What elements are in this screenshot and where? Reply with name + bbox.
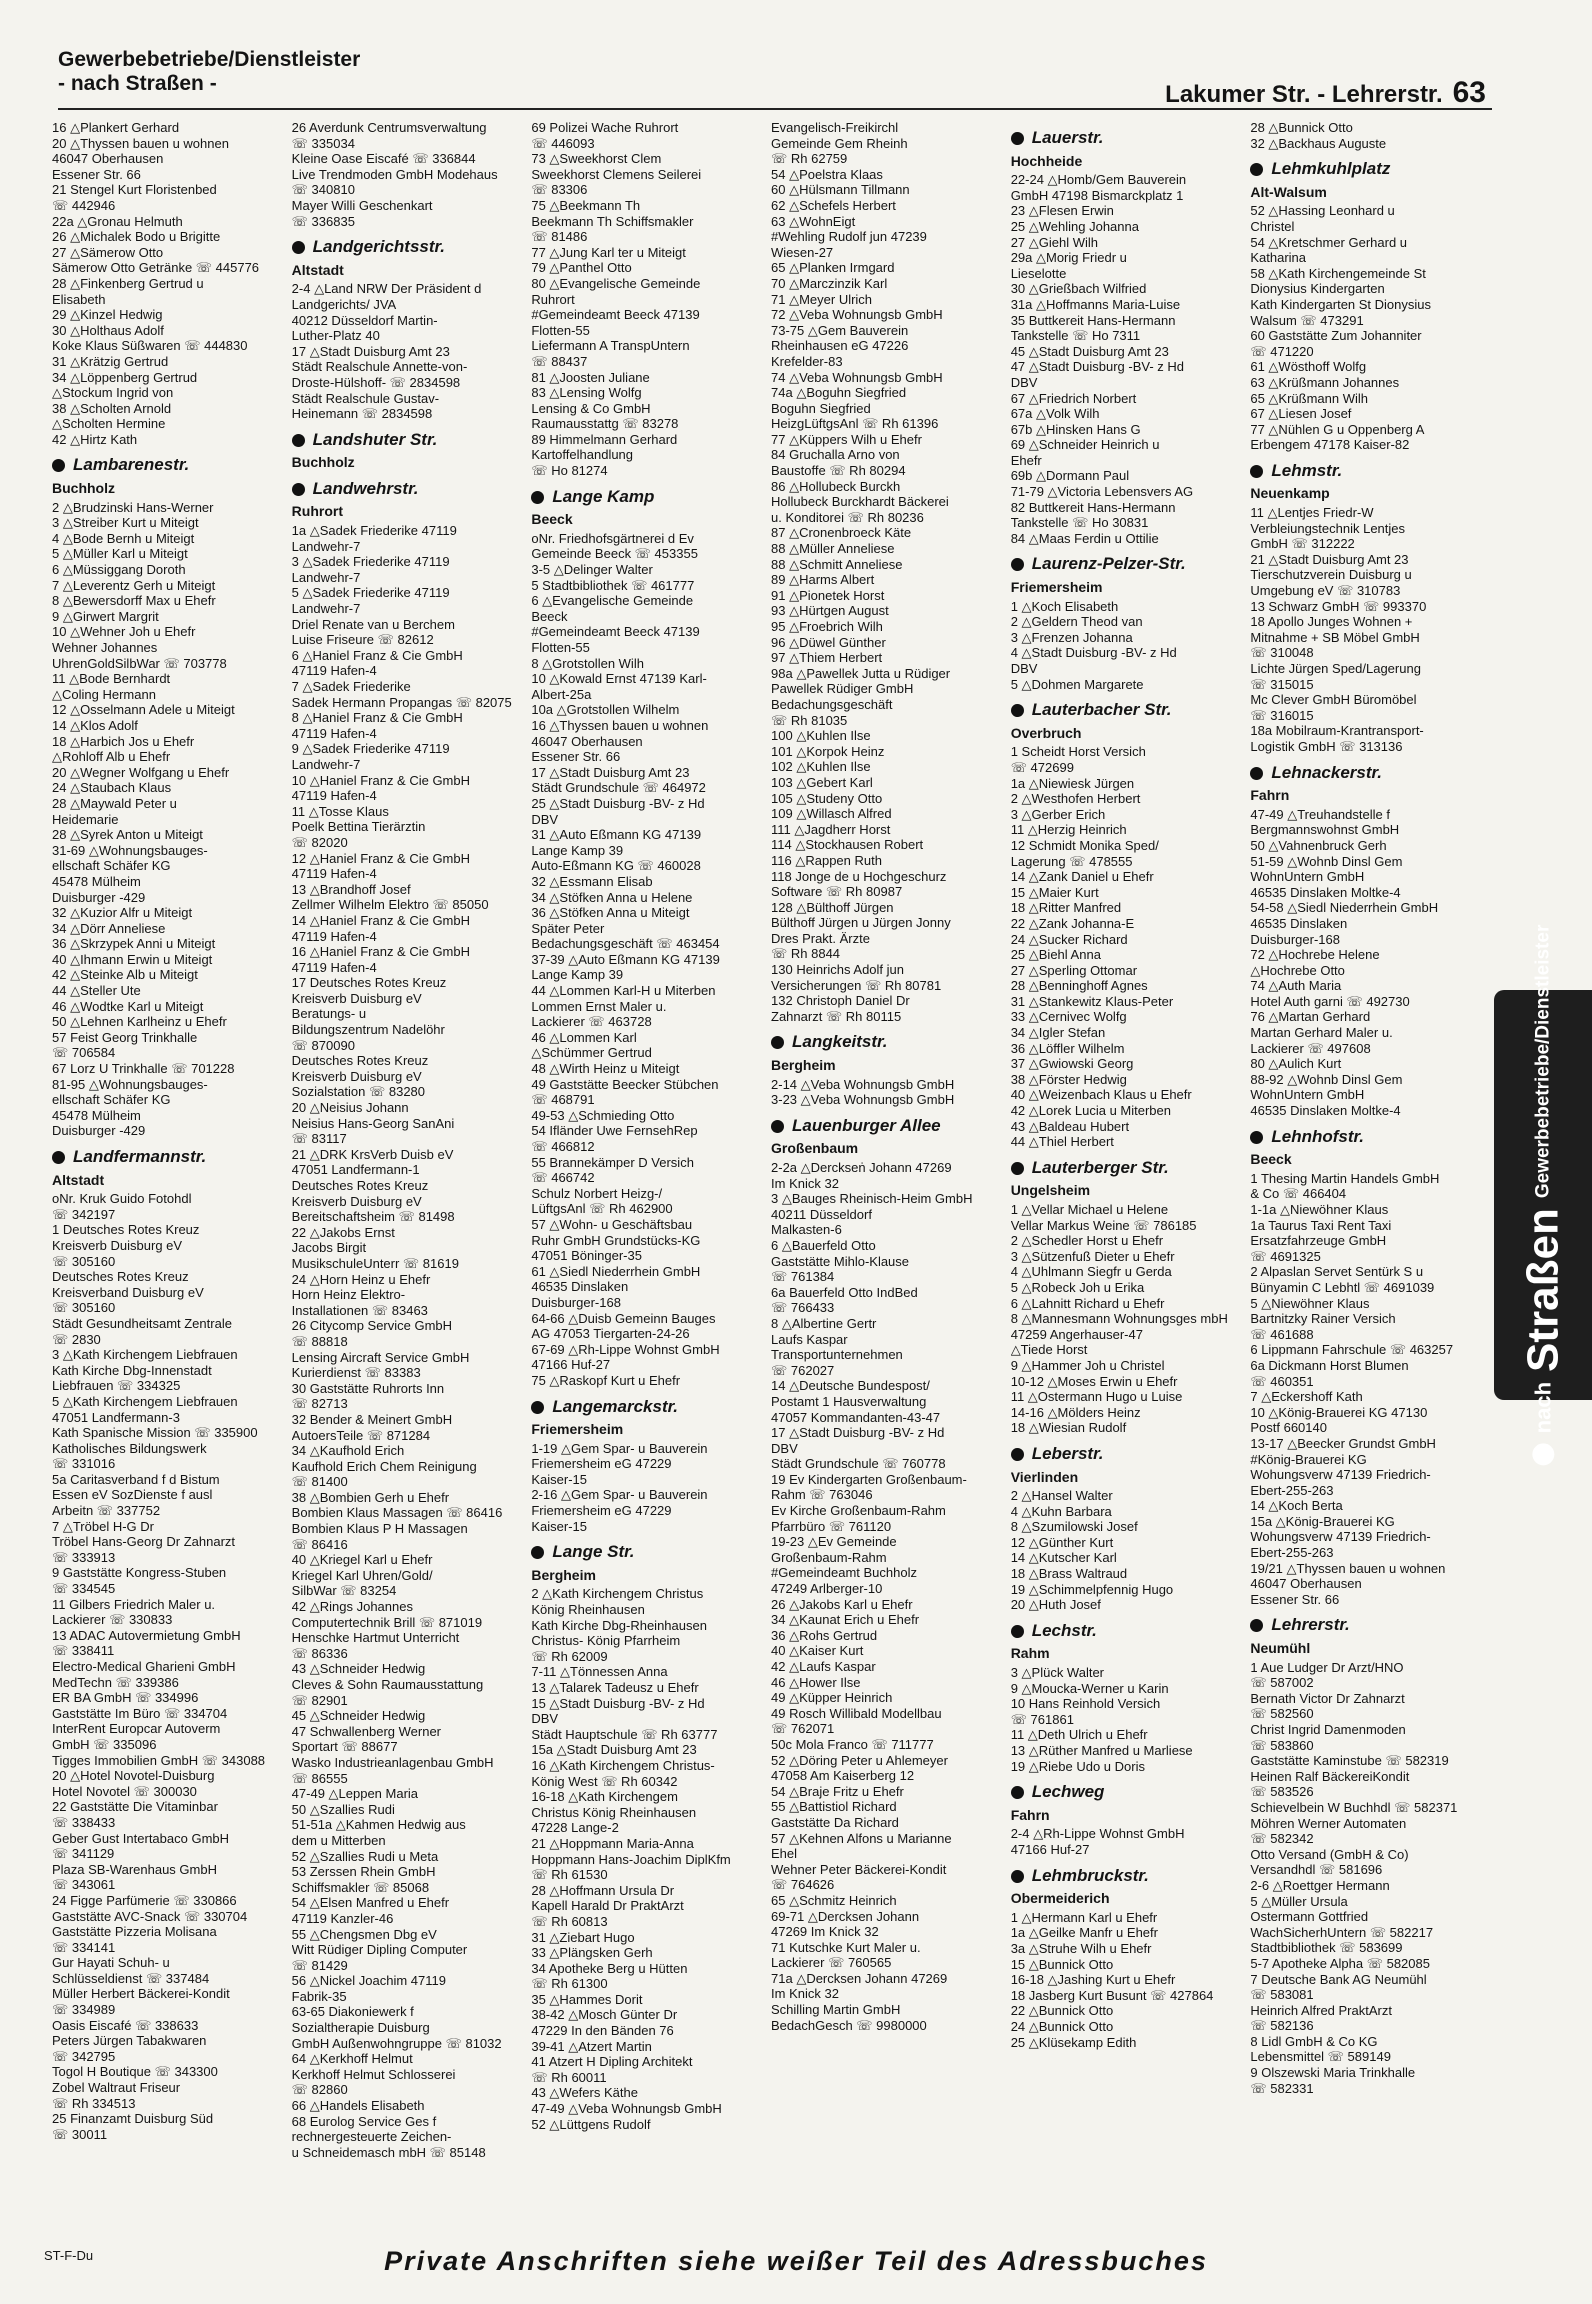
district-label: Friemersheim: [531, 1421, 624, 1438]
street-name: Laurenz-Pelzer-Str.: [1031, 554, 1186, 574]
address-entries: 26 Averdunk Centrumsverwaltung ☏ 335034 Kleine Oase Eiscafé ☏ 336844 Live Trendmoden GmbH Modehaus ☏ 340810 Mayer Willi Geschenkart ☏ 336835: [291, 120, 498, 229]
address-entries: 16 △Plankert Gerhard 20 △Thyssen bauen u wohnen 46047 Oberhausen Essener Str. 66 21 Stengel Kurt Floristenbed ☏ 442946 22a △Gronau Helmuth 26 △Michalek Bodo u Brigitte 27 △Sämerow Otto Sämerow Otto Getränke ☏ 445776 28 △Finkenberg Gertrud u Elisabeth 29 △Kinzel Hedwig 30 △Holthaus Adolf Koke Klaus Süßwaren ☏ 444830 31 △Krätzig Gertrud 34 △Löppenberg Gertrud △Stockum Ingrid von 38 △Scholten Arnold △Scholten Hermine 42 △Hirtz Kath: [52, 120, 260, 447]
address-entries: 22-24 △Homb/Gem Bauverein GmbH 47198 Bismarckplatz 1 23 △Flesen Erwin 25 △Wehling Johanna 27 △Giehl Wilh 29a △Morig Friedr u Lieselotte 30 △Grießbach Wilfried 31a △Hoffmanns Maria-Luise 35 Buttkereit Hans-Hermann Tankstelle ☏ Ho 7311 45 △Stadt Duisburg Amt 23 47 △Stadt Duisburg -BV- z Hd DBV 67 △Friedrich Norbert 67a △Volk Wilh 67b △Hinsken Hans G 69 △Schneider Heinrich u Ehefr 69b △Dormann Paul 71-79 △Victoria Lebensvers AG 82 Buttkereit Hans-Hermann Tankstelle ☏ Ho 30831 84 △Maas Ferdin u Ottilie: [1010, 172, 1194, 546]
street-name: Langkeitstr.: [792, 1032, 888, 1052]
directory-column: [292, 120, 524, 2245]
street-name: Landgerichtsstr.: [312, 237, 445, 257]
address-entries: 2 △Brudzinski Hans-Werner 3 △Streiber Kurt u Miteigt 4 △Bode Bernh u Miteigt 5 △Müller Karl u Miteigt 6 △Müssiggang Doroth 7 △Leverentz Gerh u Miteigt 8 △Bewersdorff Max u Ehefr 9 △Girwert Margrit 10 △Wehner Joh u Ehefr Wehner Johannes UhrenGoldSilbWar ☏ 703778 11 △Bode Bernhardt △Coling Hermann 12 △Ossel​mann Adele u Miteigt 14 △Klos Adolf 18 △Harbich Jos u Ehefr △Rohloff Alb u Ehefr 20 △Wegner Wolfgang u Ehefr 24 △Staubach Klaus 28 △Maywald Peter u Heidemarie 28 △Syrek Anton u Miteigt 31-69 △Wohnungsbauges- ellschaft Schäfer KG 45478 Mülheim Duisburger -429 32 △Kuzior Alfr u Miteigt 34 △Dörr Anneliese 36 △Skrzypek Anni u Miteigt 40 △Ihmann Erwin u Miteigt 42 △Steinke Alb u Miteigt 44 △Steller Ute 46 △Wodtke Karl u Miteigt 50 △Lehnen Karlheinz u Ehefr 57 Feist Georg Trinkhalle ☏ 706584 67 Lorz U Trinkhalle ☏ 701228 81-95 △Wohnungsbauges- ellschaft Schäfer KG 45478 Mülheim Duisburger -429: [52, 499, 235, 1139]
district-label: Buchholz: [291, 454, 355, 471]
side-tab: [1494, 924, 1592, 1434]
bullet-icon: [531, 1401, 544, 1414]
district-label: Ruhrort: [291, 503, 343, 520]
bullet-icon: [1532, 1443, 1554, 1465]
bullet-icon: [1011, 1448, 1024, 1461]
street-name: Lambarenestr.: [73, 455, 190, 475]
district-label: Altstadt: [291, 261, 344, 278]
bullet-icon: [771, 1036, 784, 1049]
street-heading: [1011, 556, 1243, 572]
district-label: Fahrn: [1250, 787, 1290, 804]
district-label: Friemersheim: [1010, 579, 1103, 596]
street-name: Landshuter Str.: [312, 429, 438, 449]
street-heading: [771, 1034, 1003, 1050]
bullet-icon: [771, 1120, 784, 1133]
street-name: Lehrerstr.: [1271, 1615, 1350, 1635]
directory-columns: [52, 120, 1482, 2245]
bullet-icon: [1011, 1870, 1024, 1883]
address-entries: 1-19 △Gem Spar- u Bauverein Friemersheim eG 47229 Kaiser-15 2-16 △Gem Spar- u Bauverein Friemersheim eG 47229 Kaiser-15: [531, 1440, 708, 1534]
street-name: Lauterberger Str.: [1031, 1157, 1169, 1177]
street-heading: [52, 1149, 284, 1165]
street-name: Lehmbruckstr.: [1031, 1865, 1149, 1885]
header-rule: [58, 108, 1492, 110]
page-header-right: [1165, 76, 1486, 110]
address-entries: 2-2a △Derckseṅ Johann 47269 Im Knick 32 3 △Bauges Rheinisch-Heim GmbH 40211 Düsseldorf Malkasten-6 6 △Bauerfeld Otto Gaststätte Mihlo-Klause ☏ 761384 6a Bauerfeld Otto IndBed ☏ 766433 8 △Albertine Gertr Laufs Kaspar Transportunternehmen ☏ 762027 14 △Deutsche Bundespost/ Postamt 1 Hausverwaltung 47057 Kommandanten-43-47 17 △Stadt Duisburg -BV- z Hd DBV Städt Grundschule ☏ 760778 19 Ev Kindergarten Großenbaum- Rahm ☏ 763046 Ev Kirche Großenbaum-Rahm Pfarrbüro ☏ 761120 19-23 △Ev Gemeinde Großenbaum-Rahm #Gemeindeamt Buchholz 47249 Arlberger-10 26 △Jakobs Karl u Ehefr 34 △Kaunat Erich u Ehefr 36 △Rohs Gertrud 40 △Kaiser Kurt 42 △Laufs Kaspar 46 △Hower Ilse 49 △Küpper Heinrich 49 Rosch Willibald Modellbau ☏ 762071 50c Mola Franco ☏ 711777 52 △Döring Peter u Ahlemeyer 47058 Am Kaiserberg 12 54 △Braje Fritz u Ehefr 55 △Battistiol Richard Gaststätte Da Richard 57 △Kehnen Alfons u Marianne Ehel Wehner Peter Bäckerei-Kondit ☏ 764626 65 △Schmitz Heinrich 69-71 △Dercksen Johann 47269 Im Knick 32 71 Kutschke Kurt Maler u. Lackierer ☏ 760565 71a △Dercksen Johann 47269 Im Knick 32 Schilling Martin GmbH BedachGesch ☏ 9980000: [771, 1160, 973, 2033]
address-entries: 1a △Sadek Friederike 47119 Landwehr-7 3 △Sadek Friederike 47119 Landwehr-7 5 △Sadek Friederike 47119 Landwehr-7 Driel Renate van u Berchem Luise Friseure ☏ 82612 6 △Haniel Franz & Cie GmbH 47119 Hafen-4 7 △Sadek Friederike Sadek Hermann Propangas ☏ 82075 8 △Haniel Franz & Cie GmbH 47119 Hafen-4 9 △Sadek Friederike 47119 Landwehr-7 10 △Haniel Franz & Cie GmbH 47119 Hafen-4 11 △Tosse Klaus Poelk Bettina Tierärztin ☏ 82020 12 △Haniel Franz & Cie GmbH 47119 Hafen-4 13 △Brandhoff Josef Zellmer Wilhelm Elektro ☏ 85050 14 △Haniel Franz & Cie GmbH 47119 Hafen-4 16 △Haniel Franz & Cie GmbH 47119 Hafen-4 17 Deutsches Rotes Kreuz Kreisverb Duisburg eV Beratungs- u Bildungszentrum Nadelöhr ☏ 870090 Deutsches Rotes Kreuz Kreisverb Duisburg eV Sozialstation ☏ 83280 20 △Neisius Johann Neisius Hans-Georg SanAni ☏ 83117 21 △DRK KrsVerb Duisb eV 47051 Landfermann-1 Deutsches Rotes Kreuz Kreisverb Duisburg eV Bereitschaftsheim ☏ 81498 22 △Jakobs Ernst Jacobs Birgit MusikschuleUnterr ☏ 81619 24 △Horn Heinz u Ehefr Horn Heinz Elektro- Installationen ☏ 83463 26 Citycomp Service GmbH ☏ 88818 Lensing Aircraft Service GmbH Kurierdienst ☏ 83383 30 Gaststätte Ruhrorts Inn ☏ 82713 32 Bender & Meinert GmbH AutoersTeile ☏ 871284 34 △Kaufhold Erich Kaufhold Erich Chem Reinigung ☏ 81400 38 △Bombien Gerh u Ehefr Bombien Klaus Massagen ☏ 86416 Bombien Klaus P H Massagen ☏ 86416 40 △Kriegel Karl u Ehefr Kriegel Karl Uhren/Gold/ SilbWar ☏ 83254 42 △Rings Johannes Computertechnik Brill ☏ 871019 Henschke Hartmut Unterricht ☏ 86336 43 △Schneider Hedwig Cleves & Sohn Raumausstattung ☏ 82901 45 △Schneider Hedwig 47 Schwallenberg Werner Sportart ☏ 88677 Wasko Industrieanlagenbau GmbH ☏ 86555 47-49 △Leppen Maria 50 △Szallies Rudi 51-51a △Kahmen Hedwig aus dem u Mitterben 52 △Szallies Rudi u Meta 53 Zerssen Rhein GmbH Schiffsmakler ☏ 85068 54 △Elsen Manfred u Ehefr 47119 Kanzler-46 55 △Chengsmen Dbg eV Witt Rüdiger Dipling Computer ☏ 81429 56 △Nickel Joachim 47119 Fabrik-35 63-65 Diakoniewerk f Sozialtherapie Duisburg GmbH Außenwohngruppe ☏ 81032 64 △Kerkhoff Helmut Kerkhoff Helmut Schlosserei ☏ 82860 66 △Handels Elisabeth 68 Eurolog Service Ges f rechnergesteuerte Zeichen- u Schneidemasch mbH ☏ 85148: [291, 523, 512, 2160]
street-name: Lehnhofstr.: [1271, 1126, 1364, 1146]
directory-column: [52, 120, 284, 2245]
side-tab-strassen: Straßen: [1518, 1208, 1567, 1372]
address-entries: 1 △Koch Elisabeth 2 △Geldern Theod van 3 △Frenzen Johanna 4 △Stadt Duisburg -BV- z Hd DBV 5 △Dohmen Margarete: [1010, 598, 1177, 692]
bullet-icon: [1011, 1162, 1024, 1175]
bullet-icon: [52, 1151, 65, 1164]
address-entries: 1 △Hermann Karl u Ehefr 1a △Geilke Manfr u Ehefr 3a △Struhe Wilh u Ehefr 15 △Bunnick Otto 16-18 △Jashing Kurt u Ehefr 18 Jasberg Kurt Busunt ☏ 427864 22 △Bunnick Otto 24 △Bunnick Otto 25 △Klüsekamp Edith: [1010, 1909, 1214, 2050]
district-label: Obermeiderich: [1010, 1890, 1110, 1907]
street-heading: [1011, 1784, 1243, 1800]
street-name: Lauerstr.: [1031, 128, 1104, 147]
bullet-icon: [1250, 767, 1263, 780]
street-heading: [1250, 1617, 1482, 1633]
address-entries: 1 Scheidt Horst Versich ☏ 472699 1a △Niewiesk Jürgen 2 △Westhofen Herbert 3 △Gerber Erich 11 △Herzig Heinrich 12 Schmidt Monika Sped/ Lagerung ☏ 478555 14 △Zank Daniel u Ehefr 15 △Maier Kurt 18 △Ritter Manfred 22 △Zank Johanna-E 24 △Sucker Richard 25 △Biehl Anna 27 △Sperling Ottomar 28 △Benninghoff Agnes 31 △Stankewitz Klaus-Peter 33 △Cernivec Wolfg 34 △Igler Stefan 36 △Löffler Wilhelm 37 △Gwiowski Georg 38 △Förster Hedwig 40 △Weizenbach Klaus u Ehefr 42 △Lorek Lucia u Miterben 43 △Baldeau Hubert 44 △Thiel Herbert: [1010, 744, 1192, 1150]
district-label: Hochheide: [1010, 152, 1083, 169]
street-heading: [771, 1115, 1003, 1135]
address-entries: 2 △Hansel Walter 4 △Kuhn Barbara 8 △Szumilowski Josef 12 △Günther Kurt 14 △Kutscher Karl 18 △Brass Waltraud 19 △Schimmelpfennig Hugo 20 △Huth Josef: [1010, 1488, 1174, 1613]
bullet-icon: [1250, 465, 1263, 478]
bullet-icon: [292, 434, 305, 447]
bullet-icon: [1011, 132, 1024, 145]
side-tab-nach: nach: [1530, 1381, 1555, 1434]
bullet-icon: [1011, 558, 1024, 571]
street-heading: [1011, 702, 1243, 718]
street-name: Lehmkuhlplatz: [1271, 159, 1391, 179]
street-name: Lauterbacher Str.: [1031, 700, 1172, 720]
bullet-icon: [1250, 163, 1263, 176]
bullet-icon: [1011, 1625, 1024, 1638]
directory-column: [1011, 120, 1243, 2245]
street-name: Langemarckstr.: [552, 1396, 679, 1416]
bullet-icon: [531, 491, 544, 504]
street-heading: [1250, 161, 1482, 177]
street-heading: [1011, 130, 1243, 146]
street-range: Lakumer Str. - Lehrerstr.: [1165, 81, 1443, 108]
street-heading: [531, 1544, 763, 1560]
section-title: [58, 48, 360, 96]
street-name: Lange Kamp: [552, 486, 655, 506]
bullet-icon: [52, 459, 65, 472]
district-label: Neumühl: [1250, 1640, 1311, 1657]
bullet-icon: [531, 1546, 544, 1559]
page-code: ST-F-Du: [44, 2248, 94, 2263]
bullet-icon: [1250, 1131, 1263, 1144]
address-entries: 2-14 △Veba Wohnungsb GmbH 3-23 △Veba Wohnungsb GmbH: [771, 1076, 955, 1108]
district-label: Neuenkamp: [1250, 485, 1330, 502]
district-label: Bergheim: [771, 1057, 836, 1074]
bullet-icon: [1011, 1786, 1024, 1799]
street-heading: [1011, 1157, 1243, 1177]
street-name: Leberstr.: [1031, 1443, 1104, 1463]
address-entries: 28 △Bunnick Otto 32 △Backhaus Auguste: [1250, 120, 1387, 151]
district-label: Beeck: [1250, 1151, 1292, 1168]
address-entries: oNr. Kruk Guido Fotohdl ☏ 342197 1 Deutsches Rotes Kreuz Kreisverb Duisburg eV ☏ 305160 Deutsches Rotes Kreuz Kreisverband Duisburg eV ☏ 305160 Städt Gesundheitsamt Zentrale ☏ 2830 3 △Kath Kirchengem Liebfrauen Kath Kirche Dbg-Innenstadt Liebfrauen ☏ 334325 5 △Kath Kirchengem Liebfrauen 47051 Landfermann-3 Kath Spanische Mission ☏ 335900 Katholisches Bildungswerk ☏ 331016 5a Caritasverband f d Bistum Essen eV SozDienste f ausl Arbeitn ☏ 337752 7 △Tröbel H-G Dr Tröbel Hans-Georg Dr Zahnarzt ☏ 333913 9 Gaststätte Kongress-Stuben ☏ 334545 11 Gilbers Friedrich Maler u. Lackierer ☏ 330833 13 ADAC Autovermietung GmbH ☏ 338411 Electro-Medical Gharieni GmbH MedTechn ☏ 339386 ER BA GmbH ☏ 334996 Gaststätte Im Büro ☏ 334704 InterRent Europcar Autoverm GmbH ☏ 335096 Tigges Immobilien GmbH ☏ 343088 20 △Hotel Novotel-Duisburg Hotel Novotel ☏ 300030 22 Gaststätte Die Vitaminbar ☏ 338433 Geber Gust Intertabaco GmbH ☏ 341129 Plaza SB-Warenhaus GmbH ☏ 343061 24 Figge Parfümerie ☏ 330866 Gaststätte AVC-Snack ☏ 330704 Gaststätte Pizzeria Molisana ☏ 334141 Gur Hayati Schuh- u Schlüsseldienst ☏ 337484 Müller Herbert Bäckerei-Kondit ☏ 334989 Oasis Eiscafé ☏ 338633 Peters Jürgen Tabakwaren ☏ 342795 Togol H Boutique ☏ 343300 Zobel Waltraut Friseur ☏ Rh 334513 25 Finanzamt Duisburg Süd ☏ 30011: [52, 1191, 266, 2142]
district-label: Ungelsheim: [1010, 1182, 1091, 1199]
address-entries: 52 △Hassing Leonhard u Christel 54 △Kretschmer Gerhard u Katharina 58 △Kath Kirchengemeinde St Dionysius Kindergarten Kath Kindergarten St Dionysius Walsum ☏ 473291 60 Gaststätte Zum Johanniter ☏ 471220 61 △Wösthoff Wolfg 63 △Krüßmann Johannes 65 △Krüßmann Wilh 67 △Liesen Josef 77 △Nühlen G u Oppenberg A Erbengem 47178 Kaiser-82: [1250, 203, 1432, 453]
directory-column: [531, 120, 763, 2245]
address-entries: Evangelisch-Freikirchl Gemeinde Gem Rheinh ☏ Rh 62759 54 △Poelstra Klaas 60 △Hülsmann Tillmann 62 △Schefels Herbert 63 △WohnEigt #Wehling Rudolf jun 47239 Wiesen-27 65 △Planken Irmgard 70 △Marczinzik Karl 71 △Meyer Ulrich 72 △Veba Wohnungsb GmbH 73-75 △Gem Bauverein Rheinhausen eG 47226 Krefelder-83 74 △Veba Wohnungsb GmbH 74a △Boguhn Siegfried Boguhn Siegfried HeizgLüftgsAnl ☏ Rh 61396 77 △Küppers Wilh u Ehefr 84 Gruchalla Arno von Baustoffe ☏ Rh 80294 86 △Hollubeck Burckh Hollubeck Burckhardt Bäckerei u. Konditorei ☏ Rh 80236 87 △Cronenbroeck Käte 88 △Müller Anneliese 88 △Schmitt Anneliese 89 △Harms Albert 91 △Pionetek Horst 93 △Hürtgen August 95 △Froebrich Wilh 96 △Düwel Günther 97 △Thiem Herbert 98a △Pawellek Jutta u Rüdiger Pawellek Rüdiger GmbH Bedachungsgeschäft ☏ Rh 81035 100 △Kuhlen Ilse 101 △Korpok Heinz 102 △Kuhlen Ilse 103 △Gebert Karl 105 △Studeny Otto 109 △Willasch Alfred 111 △Jagdherr Horst 114 △Stockhausen Robert 116 △Rappen Ruth 118 Jonge de u Hochgeschurz Software ☏ Rh 80987 128 △Bülthoff Jürgen Bülthoff Jürgen u Jürgen Jonny Dres Prakt. Ärzte ☏ Rh 8844 130 Heinrichs Adolf jun Versicherungen ☏ Rh 80781 132 Christoph Daniel Dr Zahnarzt ☏ Rh 80115: [771, 120, 951, 1024]
street-heading: [292, 239, 524, 255]
address-entries: 1 Thesing Martin Handels GmbH & Co ☏ 466404 1-1a △Niewöhner Klaus 1a Taurus Taxi Rent Taxi Ersatzfahrzeuge GmbH ☏ 4691325 2 Alpaslan Servet Sentürk S u Bünyamin C Lebhtl ☏ 4691039 5 △Niewöhner Klaus Bartnitzky Rainer Versich ☏ 461688 6 Lippmann Fahrschule ☏ 463257 6a Dickmann Horst Blumen ☏ 460351 7 △Eckershoff Kath 10 △König-Brauerei KG 47130 Postf 660140 13-17 △Beecker Grundst GmbH #König-Brauerei KG Wohungsverw 47139 Friedrich- Ebert-255-263 14 △Koch Berta 15a △König-Brauerei KG Wohungsverw 47139 Friedrich- Ebert-255-263 19/21 △Thyssen bauen u wohnen 46047 Oberhausen Essener Str. 66: [1250, 1170, 1454, 1607]
bullet-icon: [292, 241, 305, 254]
district-label: Alt-Walsum: [1250, 183, 1327, 200]
district-label: Beeck: [531, 511, 573, 528]
street-heading: [1250, 460, 1482, 480]
side-tab-category: Gewerbebetriebe/Dienstleister: [1532, 924, 1553, 1199]
district-label: Overbruch: [1010, 724, 1082, 741]
district-label: Bergheim: [531, 1566, 596, 1583]
street-name: Lehmstr.: [1271, 460, 1343, 480]
address-entries: 3 △Plück Walter 9 △Moucka-Werner u Karin 10 Hans Reinhold Versich ☏ 761861 11 △Deth Ulrich u Ehefr 13 △Rüther Manfred u Marliese 19 △Riebe Udo u Doris: [1010, 1665, 1193, 1774]
district-label: Buchholz: [52, 480, 115, 497]
street-heading: [1011, 1620, 1243, 1640]
address-entries: 2-4 △Land NRW Der Präsident d Landgerichts/ JVA 40212 Düsseldorf Martin- Luther-Platz 40 17 △Stadt Duisburg Amt 23 Städt Realschule Annette-von- Droste-Hülshoff- ☏ 2834598 Städt Realschule Gustav- Heinemann ☏ 2834598: [291, 281, 482, 422]
address-entries: 47-49 △Treuhandstelle f Bergmannswohnst GmbH 50 △Vahnenbruck Gerh 51-59 △Wohnb Dinsl Gem WohnUntern GmbH 46535 Dinslaken Moltke-4 54-58 △Siedl Niederrhein GmbH 46535 Dinslaken Duisburger-168 72 △Hochrebe Helene △Hochrebe Otto 74 △Auth Maria Hotel Auth garni ☏ 492730 76 △Martan Gerhard Martan Gerhard Maler u. Lackierer ☏ 497608 80 △Aulich Kurt 88-92 △Wohnb Dinsl Gem WohnUntern GmbH 46535 Dinslaken Moltke-4: [1250, 806, 1439, 1119]
street-heading: [1011, 1443, 1243, 1463]
bullet-icon: [1250, 1619, 1263, 1632]
street-name: Lechweg: [1031, 1782, 1105, 1802]
district-label: Vierlinden: [1010, 1468, 1079, 1485]
street-name: Lechstr.: [1031, 1620, 1097, 1640]
street-heading: [1250, 1126, 1482, 1146]
bullet-icon: [292, 483, 305, 496]
address-entries: 2-4 △Rh-Lippe Wohnst GmbH 47166 Huf-27: [1010, 1826, 1185, 1857]
street-name: Landfermannstr.: [73, 1147, 207, 1166]
street-name: Lauenburger Allee: [792, 1115, 941, 1135]
bullet-icon: [1011, 704, 1024, 717]
address-entries: 11 △Lentjes Friedr-W Verbleiungstechnik Lentjes GmbH ☏ 312222 21 △Stadt Duisburg Amt 23 Tierschutzverein Duisburg u Umgebung eV ☏ 310783 13 Schwarz GmbH ☏ 993370 18 Apollo Junges Wohnen + Mitnahme + SB Möbel GmbH ☏ 310048 Lichte Jürgen Sped/Lagerung ☏ 315015 Mc Clever GmbH Büromöbel ☏ 316015 18a Mobilraum-Krantransport- Logistik GmbH ☏ 313136: [1250, 505, 1427, 754]
street-heading: [531, 1396, 763, 1416]
address-entries: 69 Polizei Wache Ruhrort ☏ 446093 73 △Sweekhorst Clem Sweekhorst Clemens Seilerei ☏ 83306 75 △Beekmann Th Beekmann Th Schiffsmakler ☏ 81486 77 △Jung Karl ter u Miteigt 79 △Panthel Otto 80 △Evangelische Gemeinde Ruhrort #Gemeindeamt Beeck 47139 Flotten-55 Liefermann A TranspUntern ☏ 88437 81 △Joosten Juliane 83 △Lensing Wolfg Lensing & Co GmbH Raumausstattg ☏ 83278 89 Himmelmann Gerhard Kartoffelhandlung ☏ Ho 81274: [531, 120, 702, 479]
section-title-line1: Gewerbebetriebe/Dienstleister: [58, 48, 361, 71]
street-heading: [1250, 762, 1482, 782]
street-heading: [52, 457, 284, 473]
footer-note: Private Anschriften siehe weißer Teil des Adressbuches: [384, 2246, 1208, 2276]
street-heading: [292, 478, 524, 498]
street-heading: [292, 429, 524, 449]
page-number: 63: [1452, 76, 1486, 109]
street-name: Lange Str.: [552, 1542, 635, 1562]
address-entries: 1 Aue Ludger Dr Arzt/HNO ☏ 587002 Bernath Victor Dr Zahnarzt ☏ 582560 Christ Ingrid Damenmoden ☏ 583860 Gaststätte Kaminstube ☏ 582319 Heinen Ralf BäckereiKondit ☏ 583526 Schievelbein W Buchhdl ☏ 582371 Möhren Werner Automaten ☏ 582342 Otto Versand (GmbH & Co) Versandhdl ☏ 581696 2-6 △Roettger Hermann 5 △Müller Ursula Ostermann Gottfried WachSicherhUntern ☏ 582217 Stadtbibliothek ☏ 583699 5-7 Apotheke Alpha ☏ 582085 7 Deutsche Bank AG Neumühl ☏ 583081 Heinrich Alfred PraktArzt ☏ 582136 8 Lidl GmbH & Co KG Lebensmittel ☏ 589149 9 Olszewski Maria Trinkhalle ☏ 582331: [1250, 1659, 1458, 2096]
district-label: Rahm: [1010, 1645, 1050, 1662]
street-name: Lehnackerstr.: [1271, 762, 1382, 782]
address-entries: 2 △Kath Kirchengem Christus König Rheinhausen Kath Kirche Dbg-Rheinhausen Christus- König Pfarrheim ☏ Rh 62009 7-11 △Tönnessen Anna 13 △Talarek Tadeusz u Ehefr 15 △Stadt Duisburg -BV- z Hd DBV Städt Hauptschule ☏ Rh 63777 15a △Stadt Duisburg Amt 23 16 △Kath Kirchengem Christus- König West ☏ Rh 60342 16-18 △Kath Kirchengem Christus König Rheinhausen 47228 Lange-2 21 △Hoppmann Maria-Anna Hoppmann Hans-Joachim DiplKfm ☏ Rh 61530 28 △Hoffmann Ursula Dr Kapell Harald Dr PraktArzt ☏ Rh 60813 31 △Ziebart Hugo 33 △Plängsken Gerh 34 Apotheke Berg u Hütten ☏ Rh 61300 35 △Hammes Dorit 38-42 △Mosch Günter Dr 47229 In den Bänden 76 39-41 △Atzert Martin 41 Atzert H Dipling Architekt ☏ Rh 60011 43 △Wefers Käthe 47-49 △Veba Wohnungsb GmbH 52 △Lüttgens Rudolf: [531, 1586, 731, 2132]
street-heading: [531, 486, 763, 506]
street-heading: [1011, 1865, 1243, 1885]
district-label: Großenbaum: [771, 1140, 859, 1157]
district-label: Fahrn: [1010, 1806, 1050, 1823]
district-label: Altstadt: [52, 1171, 105, 1188]
directory-column: [1250, 120, 1482, 2245]
address-entries: 1 △Vellar Michael u Helene Vellar Markus Weine ☏ 786185 2 △Schedler Horst u Ehefr 3 △Sützenfuß Dieter u Ehefr 4 △Uhlmann Siegfr u Gerda 5 △Robeck Joh u Erika 6 △Lahnitt Richard u Ehefr 8 △Mannesmann Wohnungsges mbH 47259 Angerhauser-47 △Tiede Horst 9 △Hammer Joh u Christel 10-12 △Moses Erwin u Ehefr 11 △Ostermann Hugo u Luise 14-16 △Mölders Heinz 18 △Wiesian Rudolf: [1010, 1202, 1228, 1436]
directory-column: [771, 120, 1003, 2245]
section-title-line2: - nach Straßen -: [58, 72, 217, 95]
address-entries: oNr. Friedhofsgärtnerei d Ev Gemeinde Beeck ☏ 453355 3-5 △Delinger Walter 5 Stadtbibliothek ☏ 461777 6 △Evangelische Gemeinde Beeck #Gemeindeamt Beeck 47139 Flotten-55 8 △Grotstollen Wilh 10 △Kowald Ernst 47139 Karl- Albert-25a 10a △Grotstollen Wilhelm 16 △Thyssen bauen u wohnen 46047 Oberhausen Essener Str. 66 17 △Stadt Duisburg Amt 23 Städt Grundschule ☏ 464972 25 △Stadt Duisburg -BV- z Hd DBV 31 △Auto Eßmann KG 47139 Lange Kamp 39 Auto-Eßmann KG ☏ 460028 32 △Essmann Elisab 34 △Stöfken Anna u Helene 36 △Stöfken Anna u Miteigt Später Peter Bedachungsgeschäft ☏ 463454 37-39 △Auto Eßmann KG 47139 Lange Kamp 39 44 △Lommen Karl-H u Miterben Lommen Ernst Maler u. Lackierer ☏ 463728 46 △Lommen Karl △Schümmer Gertrud 48 △Wirth Heinz u Miteigt 49 Gaststätte Beecker Stübchen ☏ 468791 49-53 △Schmieding Otto 54 Ifländer Uwe FernsehRep ☏ 466812 55 Brannekämper D Versich ☏ 466742 Schulz Norbert Heizg-/ LüftgsAnl ☏ Rh 462900 57 △Wohn- u Geschäftsbau Ruhr GmbH Grundstücks-KG 47051 Böninger-35 61 △Siedl Niederrhein GmbH 46535 Dinslaken Duisburger-168 64-66 △Duisb Gemeinn Bauges AG 47053 Tiergarten-24-26 67-69 △Rh-Lippe Wohnst GmbH 47166 Huf-27 75 △Raskopf Kurt u Ehefr: [531, 530, 720, 1388]
street-name: Landwehrstr.: [312, 478, 419, 498]
